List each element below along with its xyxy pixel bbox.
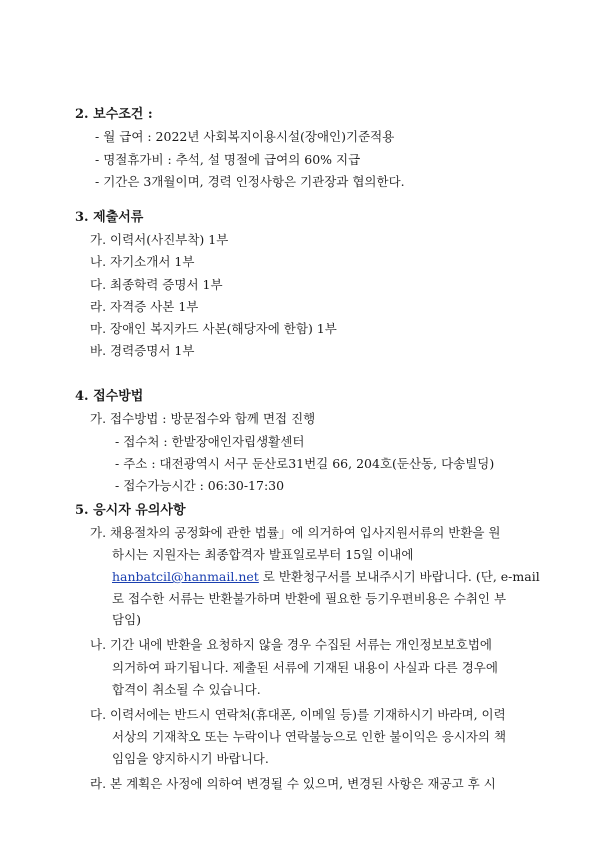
section-4-detail: - 접수가능시간 : 06:30-17:30 [115,478,285,493]
section-3-item: 바. 경력증명서 1부 [90,343,195,358]
notice-c-line: 서상의 기재착오 또는 누락이나 연락불능으로 인한 불이익은 응시자의 책 [112,729,507,744]
notice-c-line: 다. 이력서에는 반드시 연락처(휴대폰, 이메일 등)를 기재하시기 바라며, 이력 [90,707,506,722]
email-link[interactable]: hanbatcil@hanmail.net [112,569,259,584]
notice-a-line: 하시는 지원자는 최종합격자 발표일로부터 15일 이내에 [112,547,414,562]
notice-a-line: 로 접수한 서류는 반환불가하며 반환에 필요한 등기우편비용은 수취인 부 [112,591,507,606]
notice-d-line: 라. 본 계획은 사정에 의하여 변경될 수 있으며, 변경된 사항은 재공고 후 시 [90,776,496,791]
section-5-title: 5. 응시자 유의사항 [75,503,186,518]
section-2-item: - 월 급여 : 2022년 사회복지이용시설(장애인)기준적용 [95,129,395,144]
section-4-title: 4. 접수방법 [75,389,144,404]
notice-b-line: 합격이 취소될 수 있습니다. [112,682,261,697]
section-4-method: 가. 접수방법 : 방문접수와 함께 면접 진행 [90,411,316,426]
section-2-item: - 기간은 3개월이며, 경력 인정사항은 기관장과 협의한다. [95,174,405,189]
section-2-title: 2. 보수조건 : [75,107,153,122]
notice-b-line: 나. 기간 내에 반환을 요청하지 않을 경우 수집된 서류는 개인정보보호법에 [90,637,492,652]
notice-a-line: 가. 채용절차의 공정화에 관한 법률」에 의거하여 입사지원서류의 반환을 원 [90,525,501,540]
notice-b-line: 의거하여 파기됩니다. 제출된 서류에 기재된 내용이 사실과 다른 경우에 [112,660,498,675]
section-4-detail: - 주소 : 대전광역시 서구 둔산로31번길 66, 204호(둔산동, 다송빌딩) [115,456,495,471]
section-3-item: 마. 장애인 복지카드 사본(해당자에 한함) 1부 [90,321,337,336]
section-3-item: 라. 자격증 사본 1부 [90,299,199,314]
section-3-title: 3. 제출서류 [75,210,144,225]
section-4-detail: - 접수처 : 한밭장애인자립생활센터 [115,434,305,449]
notice-a-line [112,569,540,585]
section-2-item: - 명절휴가비 : 추석, 설 명절에 급여의 60% 지급 [95,152,361,167]
notice-c-line: 임임을 양지하시기 바랍니다. [112,751,269,766]
section-3-item: 다. 최종학력 증명서 1부 [90,277,223,292]
notice-a-line: 담임) [112,612,142,627]
notice-a-text: 로 반환청구서를 보내주시기 바랍니다. (단, e-mail [258,569,540,584]
section-3-item: 나. 자기소개서 1부 [90,254,195,269]
section-3-item: 가. 이력서(사진부착) 1부 [90,232,229,247]
